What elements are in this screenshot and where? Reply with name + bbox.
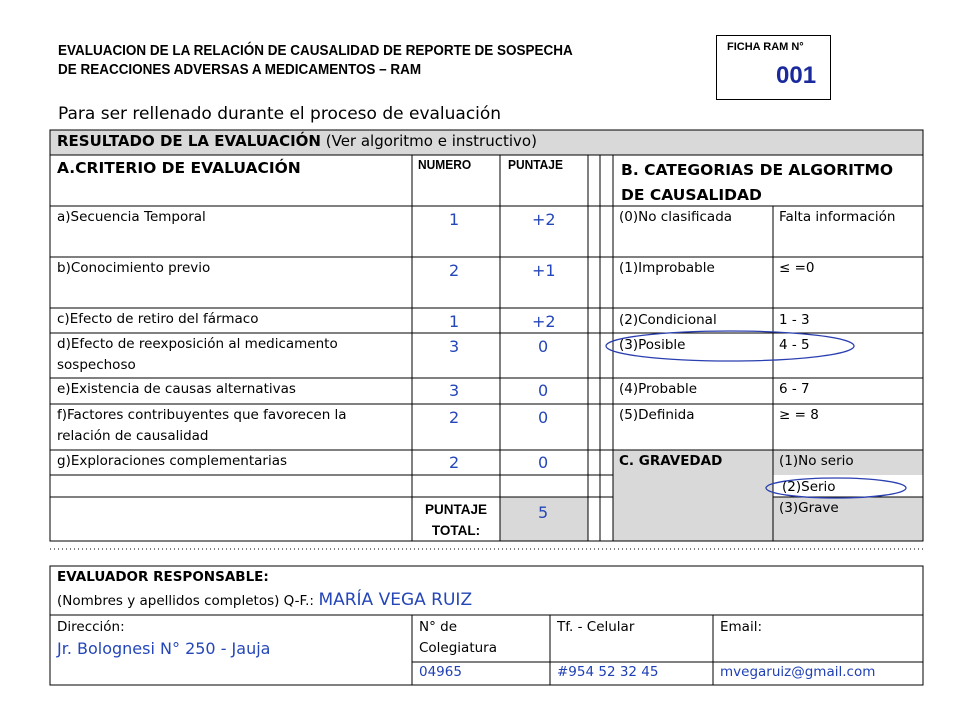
categories-header [621,158,893,208]
ficha-label: FICHA RAM N° [727,41,804,53]
category-0-name: (0)No clasificada [619,209,733,225]
email-value: mvegaruiz@gmail.com [720,664,876,680]
gravedad-2: (2)Serio [782,479,836,495]
form-title-line1: EVALUACION DE LA RELACIÓN DE CAUSALIDAD DE REPORTE DE SOSPECHA [58,43,573,59]
section-title-text: RESULTADO DE LA EVALUACIÓN [57,132,321,150]
criterion-c-label: c)Efecto de retiro del fármaco [57,311,259,327]
category-5-range: ≥ = 8 [779,407,819,423]
criterion-f-line1: f)Factores contribuyentes que favorecen la [57,407,347,423]
numero-f: 2 [449,408,460,427]
categories-header-line2: DE CAUSALIDAD [621,186,762,204]
puntaje-e: 0 [538,381,549,400]
criterion-d-line2: sospechoso [57,357,136,373]
criterion-a-label: a)Secuencia Temporal [57,209,206,225]
form-title-line2: DE REACCIONES ADVERSAS A MEDICAMENTOS – RAM [58,62,422,78]
puntaje-d: 0 [538,337,549,356]
category-5-name: (5)Definida [619,407,695,423]
puntaje-a: +2 [532,210,556,229]
numero-a: 1 [449,210,460,229]
total-label [420,499,492,541]
puntaje-g: 0 [538,453,549,472]
gravedad-3: (3)Grave [779,500,839,516]
total-label-line1: PUNTAJE [424,502,487,517]
evaluator-name-row [57,590,472,612]
total-label-line2: TOTAL: [431,523,481,538]
direccion-value: Jr. Bolognesi N° 250 - Jauja [57,639,271,658]
category-3-name: (3)Posible [619,337,686,353]
criterion-b-label: b)Conocimiento previo [57,260,211,276]
ficha-number: 001 [776,62,817,89]
colegiatura-label-line1: N° de [419,619,458,635]
gravedad-1: (1)No serio [779,453,854,469]
puntaje-header: PUNTAJE [508,157,563,172]
section-note: (Ver algoritmo e instructivo) [325,132,537,150]
numero-e: 3 [449,381,460,400]
direccion-label: Dirección: [57,619,125,635]
puntaje-f: 0 [538,408,549,427]
gravedad-header: C. GRAVEDAD [619,453,723,469]
numero-g: 2 [449,453,460,472]
criterion-f-line2: relación de causalidad [57,428,209,444]
category-3-range: 4 - 5 [779,337,810,353]
section-title [57,131,537,152]
email-label: Email: [720,619,763,635]
numero-c: 1 [449,312,460,331]
criterion-g-label: g)Exploraciones complementarias [57,453,288,469]
numero-d: 3 [449,337,460,356]
category-2-range: 1 - 3 [779,312,810,328]
criteria-header: A.CRITERIO DE EVALUACIÓN [57,159,301,177]
colegiatura-value: 04965 [419,664,462,680]
criterion-f-label [57,405,347,447]
evaluator-note: (Nombres y apellidos completos) Q-F.: [57,593,314,609]
category-4-range: 6 - 7 [779,381,810,397]
criterion-d-label [57,334,338,376]
criterion-d-line1: d)Efecto de reexposición al medicamento [57,336,338,352]
numero-b: 2 [449,261,460,280]
telefono-label: Tf. - Celular [557,619,635,635]
colegiatura-label [419,617,497,659]
category-1-range: ≤ =0 [779,260,815,276]
numero-header: NUMERO [418,157,472,172]
evaluator-name: MARÍA VEGA RUIZ [318,590,473,610]
total-value: 5 [538,503,549,522]
category-4-name: (4)Probable [619,381,698,397]
category-1-name: (1)Improbable [619,260,715,276]
puntaje-c: +2 [532,312,556,331]
telefono-value: #954 52 32 45 [557,664,659,680]
category-2-name: (2)Condicional [619,312,717,328]
category-0-range: Falta información [779,209,896,225]
criterion-e-label: e)Existencia de causas alternativas [57,381,296,397]
colegiatura-label-line2: Colegiatura [419,640,498,656]
categories-header-line1: B. CATEGORIAS DE ALGORITMO [621,161,894,179]
form-subtitle: Para ser rellenado durante el proceso de evaluación [58,104,502,124]
puntaje-b: +1 [532,261,556,280]
evaluator-label: EVALUADOR RESPONSABLE: [57,569,269,585]
